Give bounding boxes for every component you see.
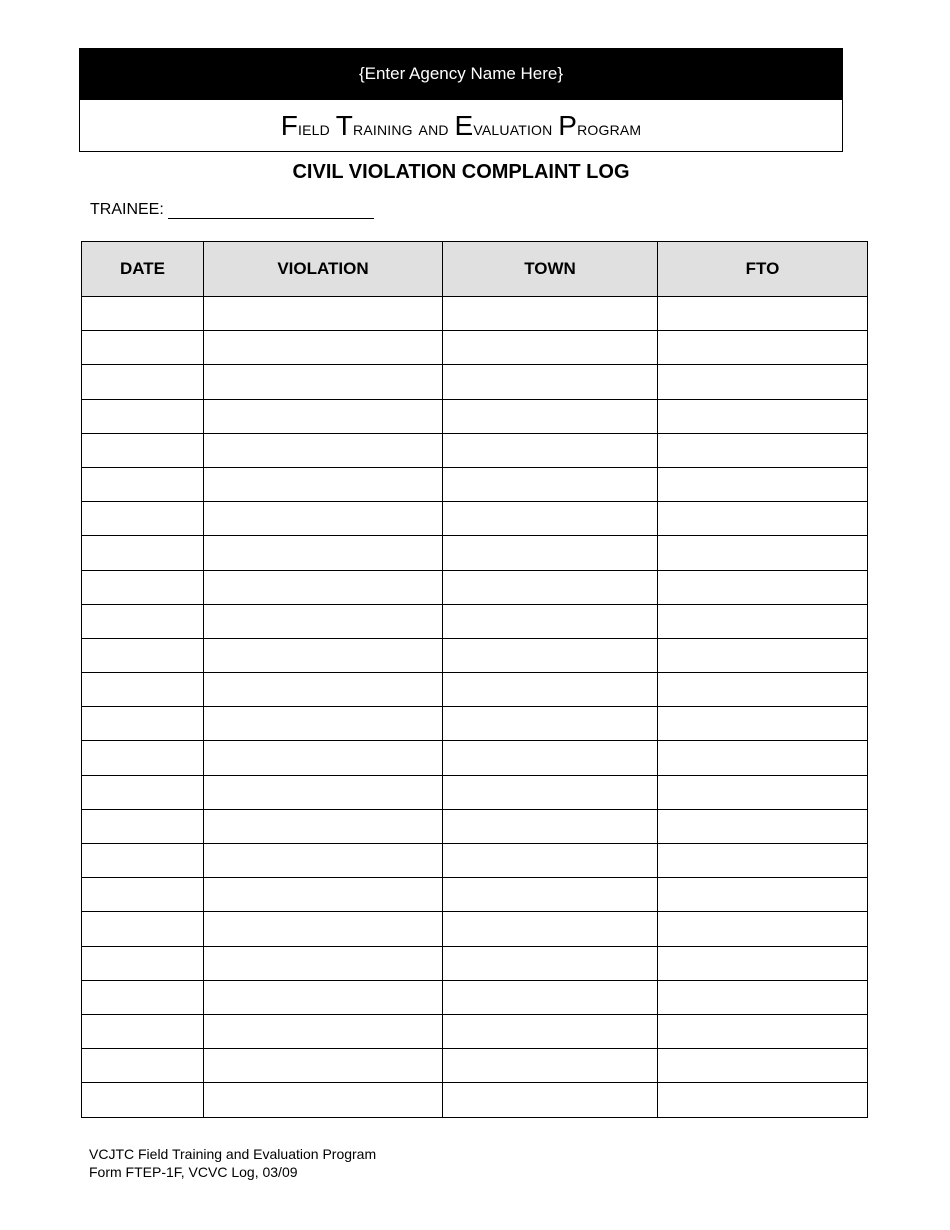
cell-violation[interactable]	[204, 604, 443, 638]
cell-fto[interactable]	[658, 365, 868, 399]
cell-town[interactable]	[443, 467, 658, 501]
cell-violation[interactable]	[204, 433, 443, 467]
cell-fto[interactable]	[658, 604, 868, 638]
program-title-box	[79, 99, 843, 152]
cell-date[interactable]	[82, 331, 204, 365]
cell-fto[interactable]	[658, 638, 868, 672]
cell-date[interactable]	[82, 707, 204, 741]
table-row	[82, 297, 868, 331]
column-header-date: DATE	[82, 242, 204, 297]
cell-date[interactable]	[82, 604, 204, 638]
table-row	[82, 741, 868, 775]
column-header-violation: VIOLATION	[204, 242, 443, 297]
cell-fto[interactable]	[658, 1014, 868, 1048]
table-header-row	[82, 242, 868, 297]
cell-violation[interactable]	[204, 536, 443, 570]
table-row	[82, 809, 868, 843]
table-row	[82, 467, 868, 501]
cell-date[interactable]	[82, 365, 204, 399]
cell-date[interactable]	[82, 570, 204, 604]
cell-violation[interactable]	[204, 844, 443, 878]
cell-date[interactable]	[82, 844, 204, 878]
cell-violation[interactable]	[204, 570, 443, 604]
cell-violation[interactable]	[204, 467, 443, 501]
cell-violation[interactable]	[204, 673, 443, 707]
cell-fto[interactable]	[658, 1083, 868, 1117]
cell-fto[interactable]	[658, 741, 868, 775]
cell-date[interactable]	[82, 433, 204, 467]
cell-town[interactable]	[443, 741, 658, 775]
cell-violation[interactable]	[204, 1049, 443, 1083]
cell-date[interactable]	[82, 878, 204, 912]
table-row	[82, 365, 868, 399]
table-body	[82, 297, 868, 1118]
table-row	[82, 946, 868, 980]
cell-town[interactable]	[443, 878, 658, 912]
cell-violation[interactable]	[204, 912, 443, 946]
cell-date[interactable]	[82, 741, 204, 775]
cell-date[interactable]	[82, 946, 204, 980]
cell-date[interactable]	[82, 467, 204, 501]
table-row	[82, 707, 868, 741]
table-row	[82, 1049, 868, 1083]
cell-violation[interactable]	[204, 1083, 443, 1117]
table-row	[82, 399, 868, 433]
cell-fto[interactable]	[658, 467, 868, 501]
table-row	[82, 536, 868, 570]
table-row	[82, 775, 868, 809]
cell-date[interactable]	[82, 912, 204, 946]
cell-town[interactable]	[443, 673, 658, 707]
cell-date[interactable]	[82, 809, 204, 843]
cell-town[interactable]	[443, 980, 658, 1014]
cell-town[interactable]	[443, 912, 658, 946]
cell-town[interactable]	[443, 946, 658, 980]
table-row	[82, 433, 868, 467]
table-row	[82, 638, 868, 672]
agency-name-banner	[79, 48, 843, 99]
cell-town[interactable]	[443, 1049, 658, 1083]
column-header-town: TOWN	[443, 242, 658, 297]
cell-date[interactable]	[82, 673, 204, 707]
cell-town[interactable]	[443, 1083, 658, 1117]
cell-violation[interactable]	[204, 809, 443, 843]
cell-violation[interactable]	[204, 878, 443, 912]
cell-town[interactable]	[443, 844, 658, 878]
cell-violation[interactable]	[204, 502, 443, 536]
log-title: CIVIL VIOLATION COMPLAINT LOG	[292, 161, 630, 183]
program-title: Field Training and Evaluation Program	[280, 109, 642, 141]
cell-fto[interactable]	[658, 433, 868, 467]
cell-fto[interactable]	[658, 331, 868, 365]
cell-date[interactable]	[82, 297, 204, 331]
cell-violation[interactable]	[204, 1014, 443, 1048]
table-row	[82, 604, 868, 638]
cell-violation[interactable]	[204, 980, 443, 1014]
column-header-fto: FTO	[658, 242, 868, 297]
cell-date[interactable]	[82, 638, 204, 672]
complaint-log-table	[81, 241, 868, 1118]
cell-town[interactable]	[443, 399, 658, 433]
cell-violation[interactable]	[204, 946, 443, 980]
table-row	[82, 878, 868, 912]
cell-date[interactable]	[82, 536, 204, 570]
table-row	[82, 502, 868, 536]
cell-date[interactable]	[82, 1014, 204, 1048]
cell-fto[interactable]	[658, 1049, 868, 1083]
table-row	[82, 844, 868, 878]
agency-name[interactable]: {Enter Agency Name Here}	[358, 63, 564, 83]
cell-violation[interactable]	[204, 741, 443, 775]
cell-violation[interactable]	[204, 331, 443, 365]
cell-town[interactable]	[443, 1014, 658, 1048]
cell-fto[interactable]	[658, 809, 868, 843]
cell-town[interactable]	[443, 502, 658, 536]
cell-town[interactable]	[443, 570, 658, 604]
cell-fto[interactable]	[658, 570, 868, 604]
cell-town[interactable]	[443, 331, 658, 365]
table-row	[82, 912, 868, 946]
cell-fto[interactable]	[658, 980, 868, 1014]
cell-fto[interactable]	[658, 297, 868, 331]
cell-town[interactable]	[443, 707, 658, 741]
footer-form-id: Form FTEP-1F, VCVC Log, 03/09	[89, 1164, 298, 1180]
cell-town[interactable]	[443, 809, 658, 843]
cell-fto[interactable]	[658, 502, 868, 536]
cell-fto[interactable]	[658, 673, 868, 707]
table-row	[82, 331, 868, 365]
cell-date[interactable]	[82, 399, 204, 433]
cell-violation[interactable]	[204, 638, 443, 672]
cell-fto[interactable]	[658, 912, 868, 946]
cell-fto[interactable]	[658, 878, 868, 912]
cell-town[interactable]	[443, 297, 658, 331]
cell-violation[interactable]	[204, 775, 443, 809]
table-row	[82, 1083, 868, 1117]
cell-violation[interactable]	[204, 399, 443, 433]
cell-town[interactable]	[443, 433, 658, 467]
cell-fto[interactable]	[658, 707, 868, 741]
cell-fto[interactable]	[658, 946, 868, 980]
table-row	[82, 570, 868, 604]
trainee-label: TRAINEE:	[90, 201, 164, 218]
cell-date[interactable]	[82, 1049, 204, 1083]
cell-date[interactable]	[82, 502, 204, 536]
cell-town[interactable]	[443, 536, 658, 570]
cell-town[interactable]	[443, 365, 658, 399]
table-row	[82, 980, 868, 1014]
cell-fto[interactable]	[658, 399, 868, 433]
cell-fto[interactable]	[658, 775, 868, 809]
cell-town[interactable]	[443, 775, 658, 809]
trainee-field	[90, 201, 374, 219]
cell-violation[interactable]	[204, 297, 443, 331]
cell-date[interactable]	[82, 1083, 204, 1117]
cell-violation[interactable]	[204, 707, 443, 741]
table-row	[82, 673, 868, 707]
trainee-input-line[interactable]	[168, 203, 374, 219]
footer-program-name: VCJTC Field Training and Evaluation Program	[89, 1146, 377, 1162]
cell-violation[interactable]	[204, 365, 443, 399]
cell-date[interactable]	[82, 980, 204, 1014]
cell-date[interactable]	[82, 775, 204, 809]
form-footer	[89, 1145, 376, 1181]
cell-fto[interactable]	[658, 844, 868, 878]
cell-town[interactable]	[443, 638, 658, 672]
cell-fto[interactable]	[658, 536, 868, 570]
cell-town[interactable]	[443, 604, 658, 638]
table-row	[82, 1014, 868, 1048]
